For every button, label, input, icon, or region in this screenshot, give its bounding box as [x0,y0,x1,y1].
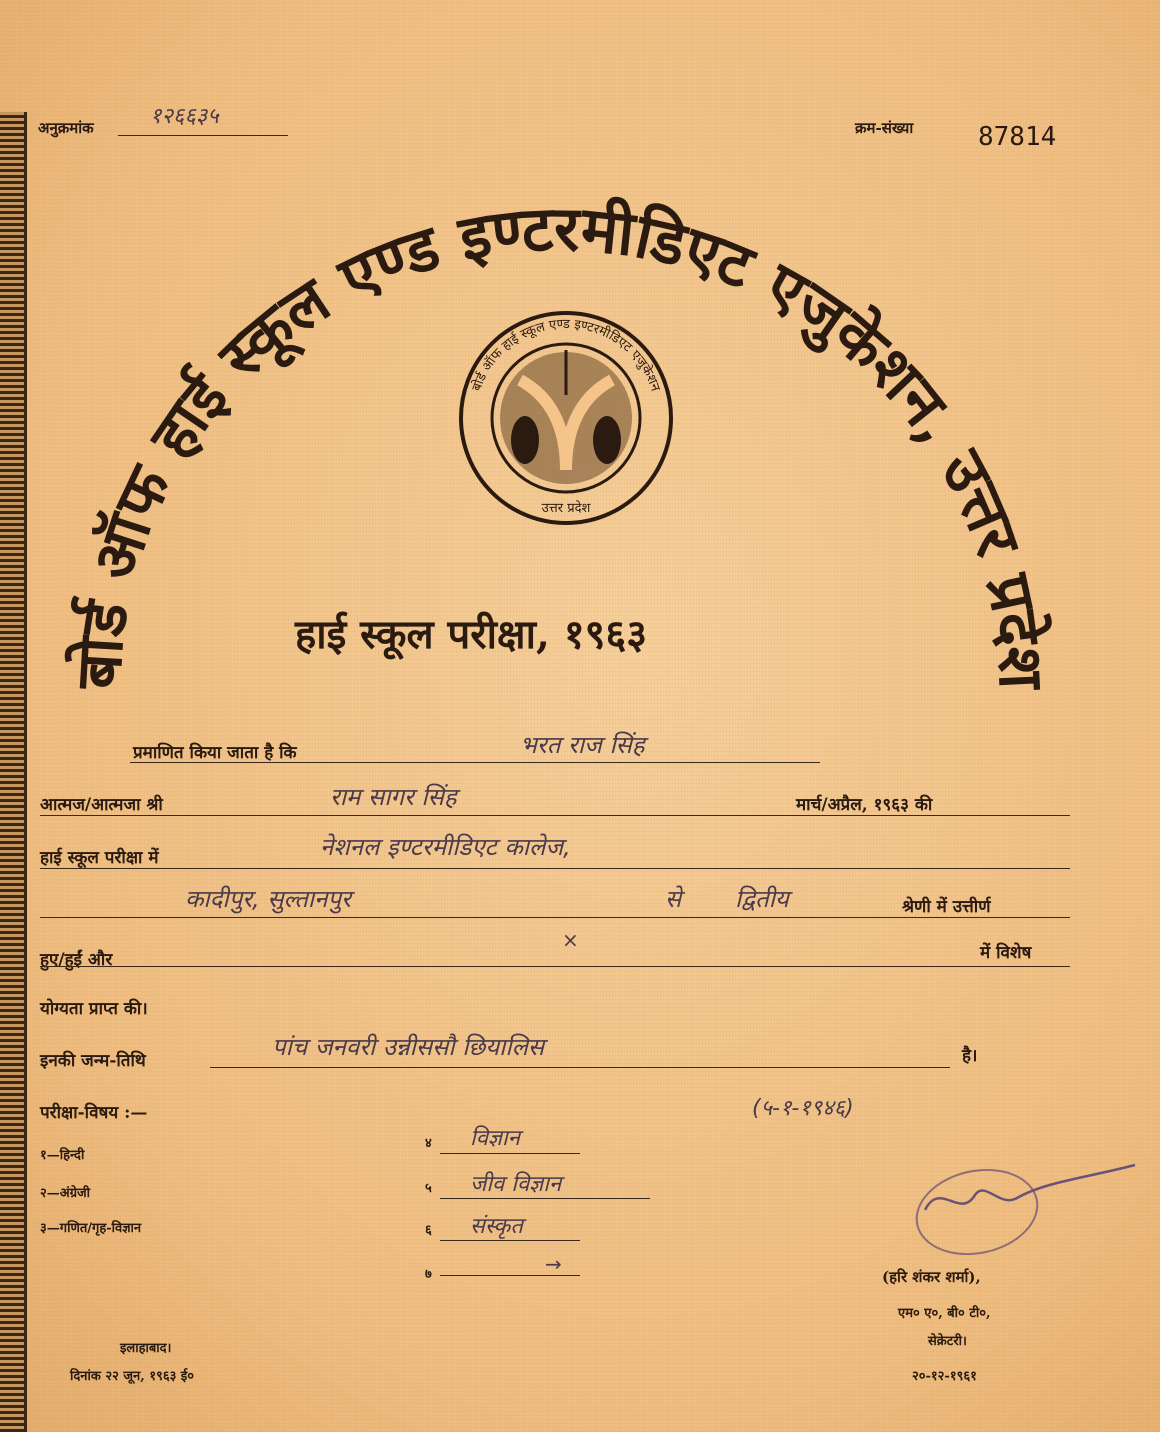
subject-right-7: → [545,1252,562,1276]
division-value: द्वितीय [735,885,789,913]
board-name-arc: बोर्ड ऑफ हाई स्कूल एण्ड इण्टरमीडिएट एजुकेशन, उत्तर प्रदेश [61,191,1059,691]
subject-right-num-6: ६ [425,1223,432,1238]
subjects-label: परीक्षा-विषय :— [40,1103,148,1123]
merit-line: योग्यता प्राप्त की। [40,999,148,1019]
roll-label: अनुक्रमांक [38,119,94,137]
signatory-name: (हरि शंकर शर्मा), [882,1268,981,1286]
exam-label: हाई स्कूल परीक्षा में [40,848,159,868]
signatory-date: २०-१२-१९६१ [912,1369,977,1384]
serial-label: क्रम-संख्या [855,119,914,137]
subject-right-4: विज्ञान [470,1126,520,1151]
roll-number: १२६६३५ [150,104,219,129]
subject-right-num-7: ७ [425,1267,432,1282]
subject-right-num-5: ५ [425,1181,432,1196]
place: इलाहाबाद। [120,1341,172,1356]
seal-bottom-text: उत्तर प्रदेश [541,501,591,516]
from-word: से [665,885,682,913]
dob-suffix: है। [962,1046,978,1066]
parent-label: आत्मज/आत्मजा श्री [40,795,163,815]
subject-left-3: ३—गणित/गृह-विज्ञान [40,1221,142,1236]
subject-left-2: २—अंग्रेजी [40,1186,91,1201]
institution-line-1: नेशनल इण्टरमीडिएट कालेज, [320,833,571,861]
exam-session: मार्च/अप्रैल, १९६३ की [796,795,933,815]
student-name: भरत राज सिंह [520,731,645,759]
distinction-suffix: में विशेष [980,943,1032,963]
distinction-value: × [562,928,579,952]
subject-right-num-4: ४ [425,1136,432,1151]
certify-label: प्रमाणित किया जाता है कि [133,743,297,763]
distinction-label: हुए/हुईं और [40,950,113,970]
signatory-degree: एम० ए०, बी० टी०, [898,1306,991,1321]
serial-number: 87814 [978,122,1057,152]
issue-date: दिनांक २२ जून, १९६३ ई० [70,1369,195,1384]
subject-left-1: १—हिन्दी [40,1148,85,1163]
division-suffix: श्रेणी में उत्तीर्ण [902,897,991,917]
institution-line-2: कादीपुर, सुल्तानपुर [185,885,351,913]
dob-words: पांच जनवरी उन्नीससौ छियालिस [272,1033,545,1061]
father-name: राम सागर सिंह [330,783,457,811]
subject-right-6: संस्कृत [470,1214,523,1239]
exam-title: हाई स्कूल परीक्षा, १९६३ [295,611,648,658]
dob-numeric: (५-१-१९४६) [752,1096,854,1121]
board-seal-icon [461,313,671,523]
signature [905,1160,1145,1230]
signatory-title: सेक्रेटरी। [928,1334,967,1349]
dob-label: इनकी जन्म-तिथि [40,1051,146,1071]
subject-right-5: जीव विज्ञान [470,1172,562,1197]
seal-ring-text: बोर्ड ऑफ हाई स्कूल एण्ड इण्टरमीडिएट एजुकेशन [469,316,663,394]
